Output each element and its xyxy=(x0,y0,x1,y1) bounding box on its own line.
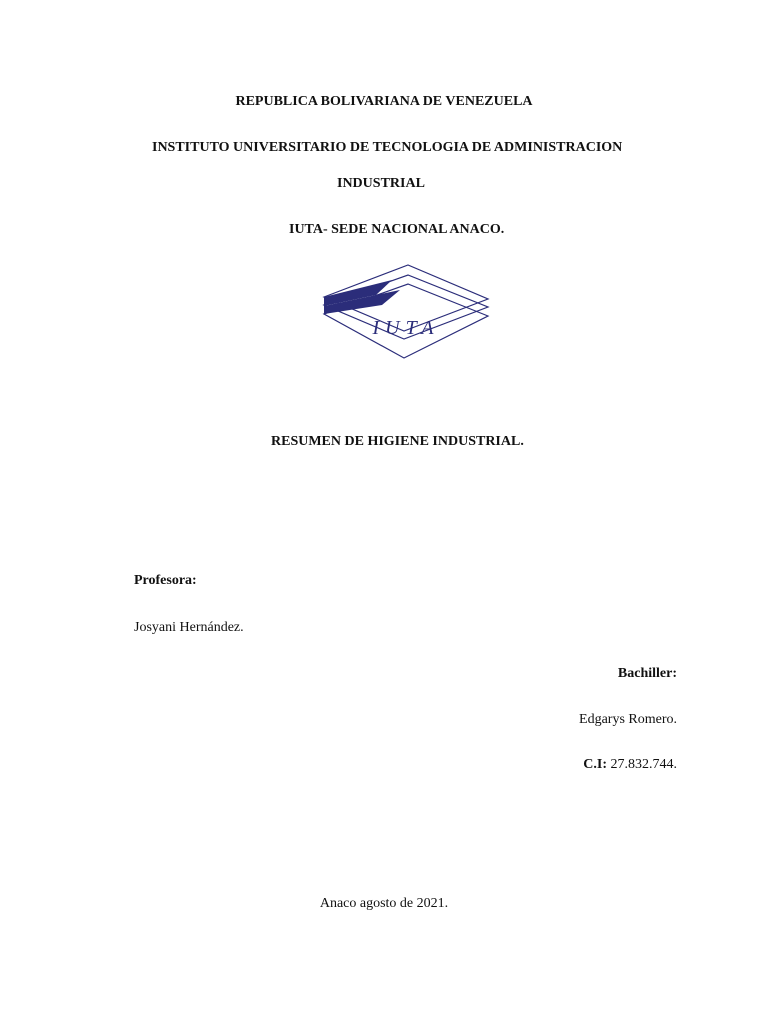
professor-label: Profesora: xyxy=(134,573,197,588)
header-institute: INSTITUTO UNIVERSITARIO DE TECNOLOGIA DE ADMINISTRACION xyxy=(152,140,623,155)
professor-name: Josyani Hernández. xyxy=(134,620,244,635)
student-label: Bachiller: xyxy=(617,666,677,681)
student-id xyxy=(583,756,677,774)
iuta-logo xyxy=(320,262,492,364)
header-campus: IUTA- SEDE NACIONAL ANACO. xyxy=(289,222,505,237)
header-institute-continued: INDUSTRIAL xyxy=(337,176,425,191)
student-id-label: C.I: xyxy=(583,757,607,772)
student-name: Edgarys Romero. xyxy=(579,712,677,727)
footer-date: Anaco agosto de 2021. xyxy=(319,896,449,911)
document-title: RESUMEN DE HIGIENE INDUSTRIAL. xyxy=(271,434,524,449)
logo-text: IUTA xyxy=(372,317,440,339)
student-id-value: 27.832.744. xyxy=(607,757,677,772)
header-country: REPUBLICA BOLIVARIANA DE VENEZUELA xyxy=(235,94,533,109)
